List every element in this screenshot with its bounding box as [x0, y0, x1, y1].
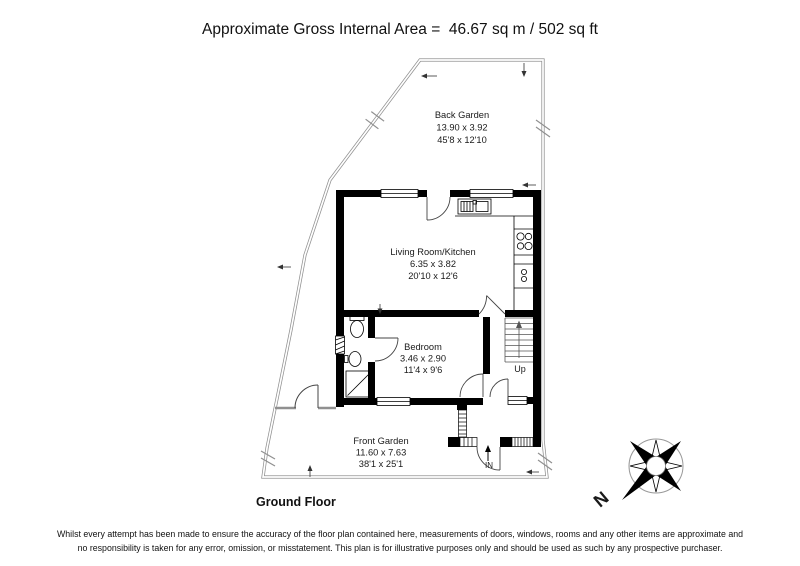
svg-text:Back Garden: Back Garden [434, 110, 490, 120]
svg-text:6.35 x 3.82: 6.35 x 3.82 [409, 259, 457, 269]
ground-floor-label: Ground Floor [256, 495, 336, 509]
svg-text:Living Room/Kitchen: Living Room/Kitchen [390, 247, 476, 257]
compass-north-label: N [589, 487, 613, 512]
entrance-in-label: IN [485, 461, 493, 470]
garden-gate [295, 385, 318, 408]
svg-text:11.60 x 7.63: 11.60 x 7.63 [355, 447, 407, 458]
entrance-in-arrow [485, 445, 491, 461]
svg-text:38'1 x 25'1: 38'1 x 25'1 [358, 459, 404, 469]
disclaimer-line-1: Whilst every attempt has been made to ensure the accuracy of the floor plan contained here, measurements of doors, windows, rooms and any other items are approximate and [56, 529, 744, 539]
room-label-bedroom [400, 342, 446, 375]
svg-text:45'8 x 12'10: 45'8 x 12'10 [437, 135, 487, 145]
room-label-front-garden [353, 436, 408, 469]
svg-text:20'10 x 12'6: 20'10 x 12'6 [408, 271, 458, 281]
entrance-steps [459, 410, 534, 447]
house-walls [336, 190, 541, 447]
dimension-ticks [277, 63, 539, 477]
svg-text:Bedroom: Bedroom [404, 342, 442, 352]
garden-boundary [263, 60, 547, 477]
svg-text:11'4 x 9'6: 11'4 x 9'6 [403, 365, 443, 375]
room-label-back-garden [435, 110, 489, 145]
room-label-living-room-kitchen [390, 247, 475, 281]
bathroom-fixtures [345, 314, 373, 398]
staircase [505, 318, 533, 362]
svg-text:3.46 x 2.90: 3.46 x 2.90 [399, 353, 447, 364]
disclaimer-line-2: no responsibility is taken for any error, omission, or misstatement. This plan is for illustrative purposes only and should be used as such by any prospective purchaser. [77, 543, 723, 553]
boundary-break-marks [261, 112, 552, 470]
stairs-up-label: Up [514, 364, 526, 374]
compass-rose-icon [590, 439, 683, 511]
page-title: Approximate Gross Internal Area = 46.67 sq m / 502 sq ft [202, 21, 598, 38]
svg-text:13.90 x 3.92: 13.90 x 3.92 [436, 122, 488, 133]
svg-text:Front Garden: Front Garden [353, 436, 409, 446]
